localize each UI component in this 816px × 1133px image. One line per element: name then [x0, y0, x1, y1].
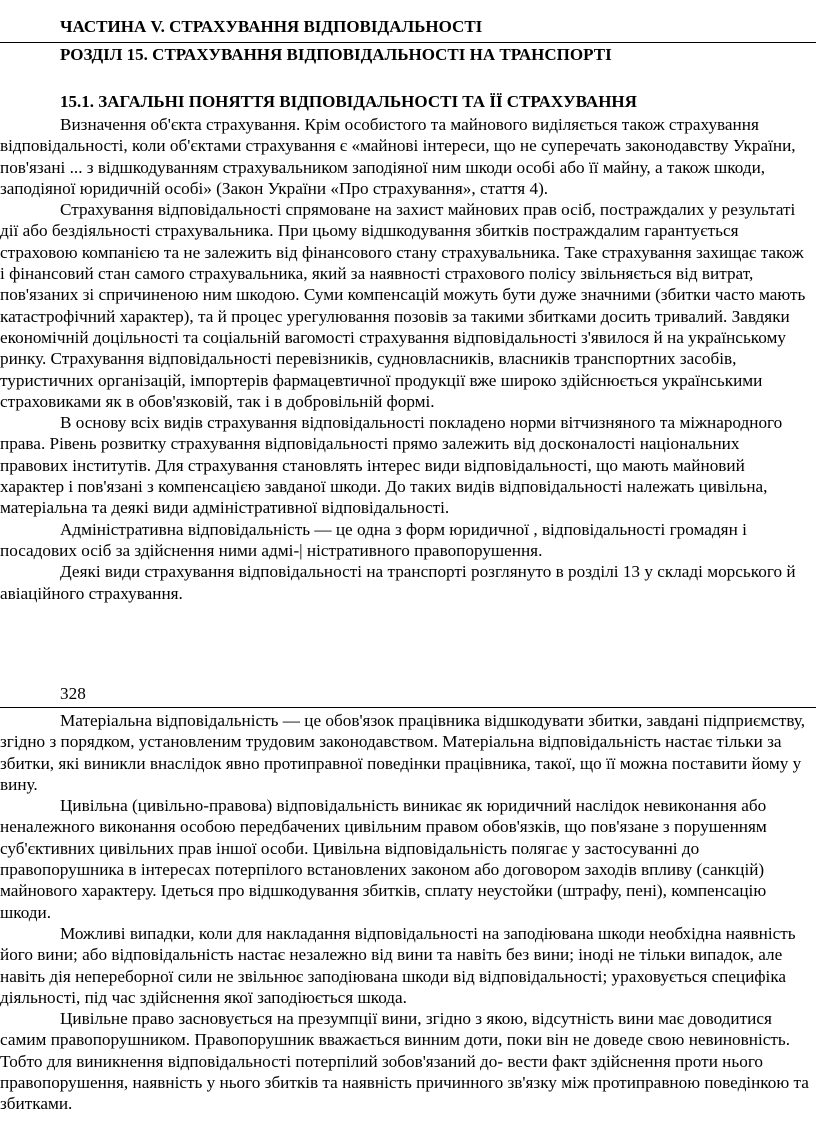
paragraph-civil-liability: Цивільна (цивільно-правова) відповідальність виникає як юридичний наслідок невиконання або неналежного виконання особою передбачених цивільним правом обов'язків, що пов'язане з порушенням суб'єктивних цивільних прав іншої особи. Цивільна відповідальність полягає у застосуванні до правопорушника в інтересах потерпілого встановлених законом або договором заходів впливу (санкцій) майнового характеру. Ідеться про відшкодування збитків, сплату неустойки (штрафу, пені), компенсацію шкоди.	[0, 796, 767, 922]
page-bottom-text	[0, 710, 810, 1115]
paragraph-transport-reference: Деякі види страхування відповідальності на транспорті розглянуто в розділі 13 у складі морського й авіаційного страхування.	[0, 562, 796, 603]
paragraph-possible-cases: Можливі випадки, коли для накладання відповідальності на заподіювана шкоди необхідна наявність його вини; або відповідальність настає незалежно від вини та навіть без вини; іноді не тільки випадок, але навіть дія непереборної сили не звільнює заподіювана шкоди від відповідальності; ураховується специфіка діяльності, під час здійснення якої заподіюється шкода.	[0, 923, 796, 1007]
paragraph-object-definition: Визначення об'єкта страхування. Крім особистого та майнового виділяється також страхування відповідальності, коли об'єктами страхування є «майнові інтереси, що не суперечать законодавству України, пов'язані ... з відшкодуванням страхувальником заподіяної ним шкоди особі або її майну, а також шкоди, заподіяної юридичній особі» (Закон України «Про страхування», стаття 4).	[0, 115, 796, 198]
page-divider	[0, 707, 816, 708]
header-divider-top	[0, 42, 816, 43]
paragraph-material-liability: Матеріальна відповідальність — це обов'язок працівника відшкодувати збитки, завдані підприємству, згідно з порядком, установленим трудовим законодавством. Матеріальна відповідальність настає тільки за збитки, які виникли внаслідок явно протиправної поведінки працівника, такої, що її можна поставити йому у вину.	[0, 711, 806, 794]
paragraph-legal-basis: В основу всіх видів страхування відповідальності покладено норми вітчизняного та міжнародного права. Рівень розвитку страхування відповідальності прямо залежить від досконалості національних правових інститутів. Для страхування становлять інтерес види відповідальності, що мають майновий характер і пов'язані з компенсацією завданої шкоди. До таких видів відповідальності належать цивільна, матеріальна та деякі види адміністративної відповідальності.	[0, 413, 783, 518]
part-title: ЧАСТИНА V. СТРАХУВАННЯ ВІДПОВІДАЛЬНОСТІ	[60, 17, 483, 36]
paragraph-administrative-liability: Адміністративна відповідальність — це одна з форм юридичної , відповідальності громадян і посадових осіб за здійснення ними адмі-| ністративного правопорушення.	[0, 519, 747, 560]
paragraph-liability-purpose: Страхування відповідальності спрямоване на захист майнових прав осіб, постраждалих у результаті дії або бездіяльності страхувальника. При цьому відшкодування збитків постраждалим гарантується страховою компанією та не залежить від фінансового стану страхувальника. Таке страхування захищає також і фінансовий стан самого страхувальника, який за наявності страхового полісу звільняється від витрат, пов'язаних зі спричиненою ним шкодою. Суми компенсацій можуть бути дуже значними (збитки часто мають катастрофічний характер), та й процес урегулювання позовів за такими збитками досить тривалий. Завдяки економічній доцільності та соціальній вагомості страхування відповідальності з'явилося й на українському ринку. Страхування відповідальності перевізників, судновласників, власників транспортних засобів, туристичних організацій, імпортерів фармацевтичної продукції вже широко здійснюється українськими страховиками як в обов'язковій, так і в добровільній формі.	[0, 200, 806, 411]
page-top-text	[0, 114, 810, 604]
page-number: 328	[60, 684, 86, 703]
paragraph-presumption-of-guilt: Цивільне право засновується на презумпції вини, згідно з якою, відсутність вини має доводитися самим правопорушником. Правопорушник вважається винним доти, поки він не доведе свою невиновність. Тобто для виникнення відповідальності потерпілий зобов'язаний до- вести факт здійснення проти нього правопорушення, наявність у нього збитків та наявність причинного зв'язку між протиправною поведінкою та збитками.	[0, 1009, 809, 1114]
section-title: 15.1. ЗАГАЛЬНІ ПОНЯТТЯ ВІДПОВІДАЛЬНОСТІ ТА ЇЇ СТРАХУВАННЯ	[60, 92, 637, 111]
chapter-title: РОЗДІЛ 15. СТРАХУВАННЯ ВІДПОВІДАЛЬНОСТІ НА ТРАНСПОРТІ	[60, 45, 612, 64]
